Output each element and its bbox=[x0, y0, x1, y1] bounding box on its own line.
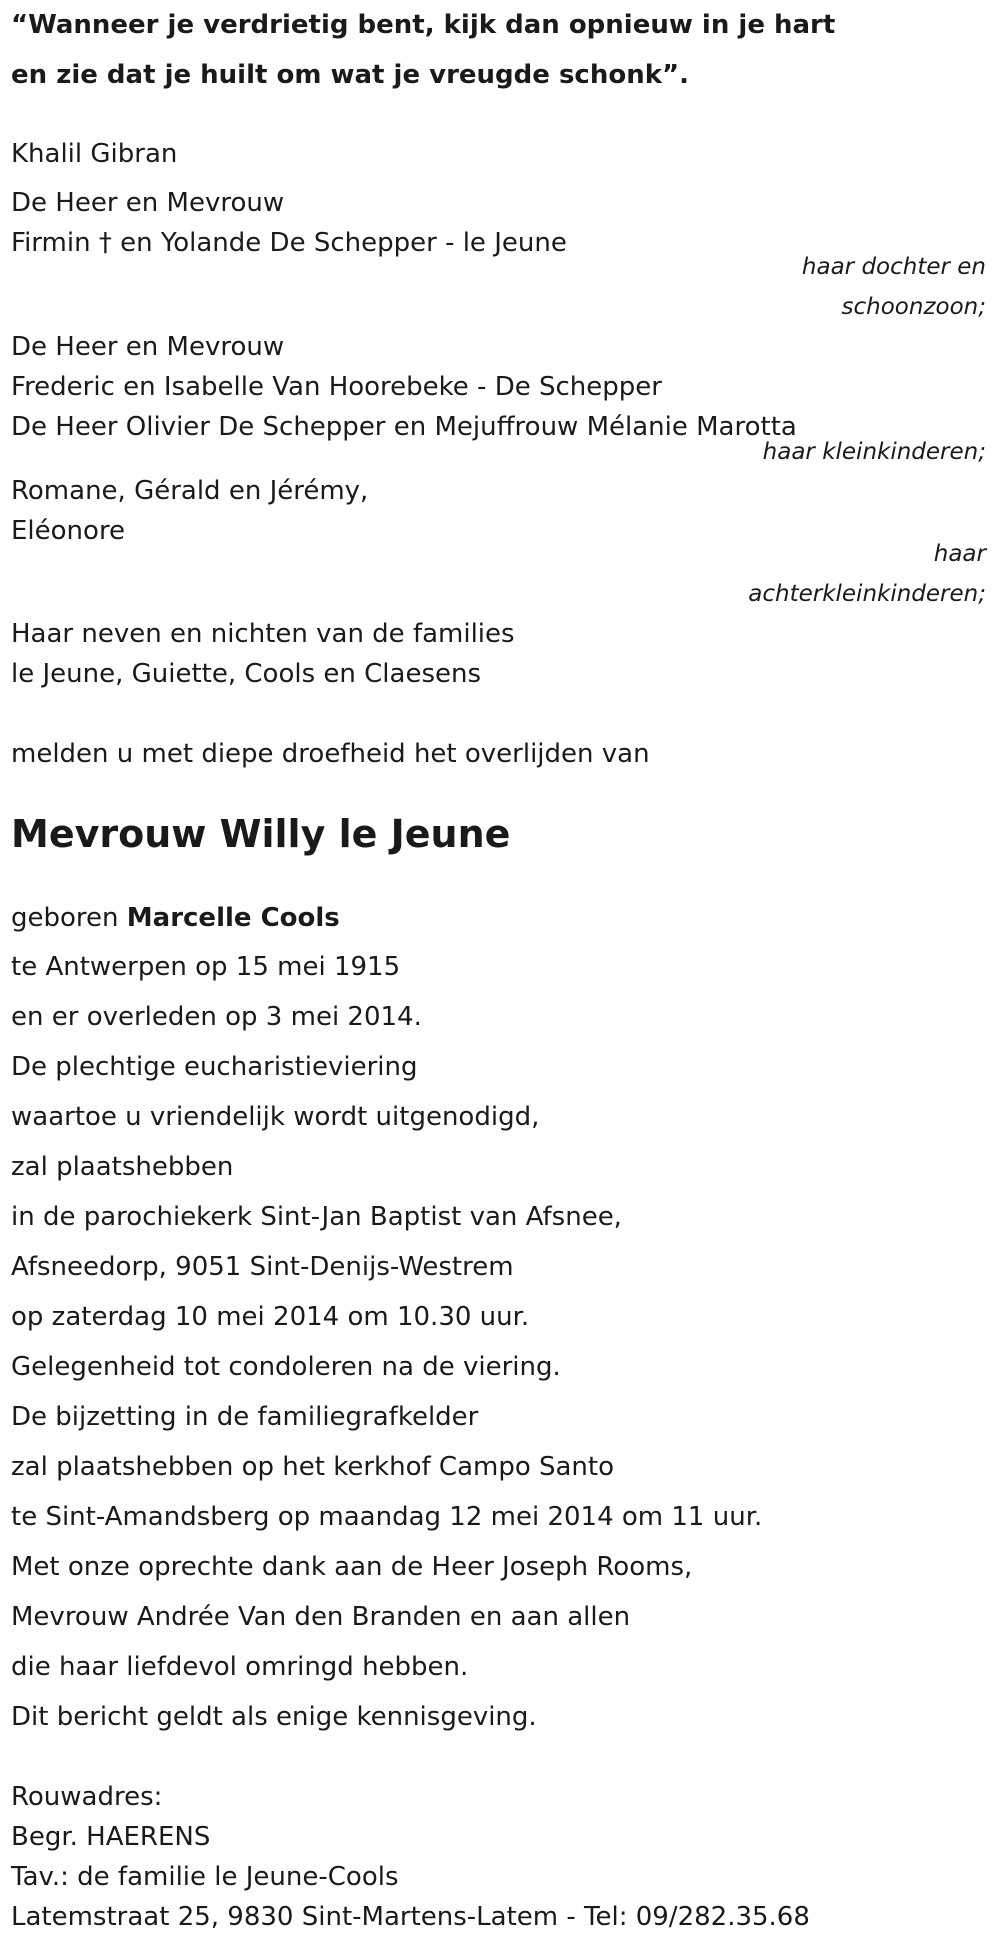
born-prefix: geboren bbox=[11, 903, 119, 933]
grandchildren-line-1: De Heer en Mevrouw bbox=[11, 332, 285, 362]
detail-line: te Sint-Amandsberg op maandag 12 mei 2014 om 11 uur. bbox=[11, 1502, 763, 1532]
great-grandchildren-relation-1: haar bbox=[933, 541, 986, 567]
born-name: Marcelle Cools bbox=[126, 903, 340, 933]
detail-line: De plechtige eucharistieviering bbox=[11, 1052, 418, 1082]
deceased-name: Mevrouw Willy le Jeune bbox=[11, 812, 511, 856]
detail-line: in de parochiekerk Sint-Jan Baptist van Afsnee, bbox=[11, 1202, 622, 1232]
born-line bbox=[11, 901, 340, 935]
detail-line: te Antwerpen op 15 mei 1915 bbox=[11, 952, 401, 982]
daughter-relation-1: haar dochter en bbox=[801, 254, 986, 280]
relatives-line-2: le Jeune, Guiette, Cools en Claesens bbox=[11, 659, 482, 689]
quote-author: Khalil Gibran bbox=[11, 139, 178, 169]
detail-line: en er overleden op 3 mei 2014. bbox=[11, 1002, 422, 1032]
announcement-text: melden u met diepe droefheid het overlijden van bbox=[11, 739, 650, 769]
grandchildren-relation: haar kleinkinderen; bbox=[762, 439, 986, 465]
detail-line: Dit bericht geldt als enige kennisgeving. bbox=[11, 1702, 537, 1732]
great-grandchildren-line-1: Romane, Gérald en Jérémy, bbox=[11, 476, 369, 506]
detail-line: zal plaatshebben bbox=[11, 1152, 234, 1182]
address-line-3: Latemstraat 25, 9830 Sint-Martens-Latem - Tel: 09/282.35.68 bbox=[11, 1902, 810, 1932]
daughter-relation-2: schoonzoon; bbox=[841, 294, 986, 320]
address-line-2: Tav.: de familie le Jeune-Cools bbox=[11, 1862, 399, 1892]
detail-line: Afsneedorp, 9051 Sint-Denijs-Westrem bbox=[11, 1252, 514, 1282]
detail-line: op zaterdag 10 mei 2014 om 10.30 uur. bbox=[11, 1302, 530, 1332]
grandchildren-line-2: Frederic en Isabelle Van Hoorebeke - De Schepper bbox=[11, 372, 662, 402]
detail-line: De bijzetting in de familiegrafkelder bbox=[11, 1402, 479, 1432]
detail-line: Mevrouw Andrée Van den Branden en aan allen bbox=[11, 1602, 631, 1632]
quote-line-2: en zie dat je huilt om wat je vreugde schonk”. bbox=[11, 60, 689, 90]
detail-line: zal plaatshebben op het kerkhof Campo Santo bbox=[11, 1452, 615, 1482]
detail-line: Gelegenheid tot condoleren na de viering. bbox=[11, 1352, 561, 1382]
detail-line: Met onze oprechte dank aan de Heer Joseph Rooms, bbox=[11, 1552, 693, 1582]
quote-line-1: “Wanneer je verdrietig bent, kijk dan opnieuw in je hart bbox=[11, 10, 836, 40]
daughter-line-2: Firmin † en Yolande De Schepper - le Jeune bbox=[11, 228, 567, 258]
great-grandchildren-relation-2: achterkleinkinderen; bbox=[748, 581, 986, 607]
address-label: Rouwadres: bbox=[11, 1782, 163, 1812]
great-grandchildren-line-2: Eléonore bbox=[11, 516, 126, 546]
relatives-line-1: Haar neven en nichten van de families bbox=[11, 619, 515, 649]
detail-line: waartoe u vriendelijk wordt uitgenodigd, bbox=[11, 1102, 540, 1132]
detail-line: die haar liefdevol omringd hebben. bbox=[11, 1652, 469, 1682]
grandchildren-line-3: De Heer Olivier De Schepper en Mejuffrouw Mélanie Marotta bbox=[11, 412, 797, 442]
daughter-line-1: De Heer en Mevrouw bbox=[11, 188, 285, 218]
address-line-1: Begr. HAERENS bbox=[11, 1822, 211, 1852]
